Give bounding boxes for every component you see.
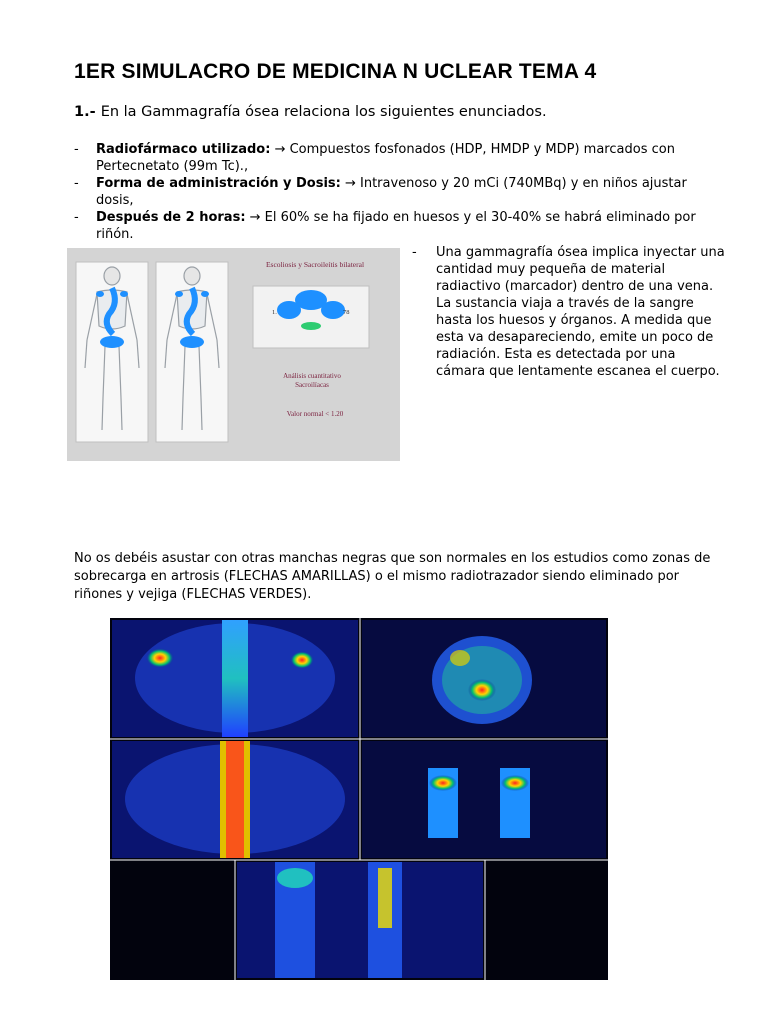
list-bullet: - xyxy=(74,176,79,191)
figure-heading: Escoliosis y Sacroileítis bilateral xyxy=(265,260,365,269)
page-title: 1ER SIMULACRO DE MEDICINA N UCLEAR TEMA 4 xyxy=(74,60,597,83)
item-label: Forma de administración y Dosis: xyxy=(96,176,341,191)
analysis-title: Análisis cuantitativo xyxy=(283,372,341,380)
question-heading xyxy=(74,104,714,120)
item-text: → Intravenoso y 20 mCi (740MBq) y en niños ajustar dosis, xyxy=(96,176,687,208)
item-text: → Compuestos fosfonados (HDP, HMDP y MDP) marcados con Pertecnetato (99m Tc)., xyxy=(96,142,675,174)
right-ratio: 78 xyxy=(343,309,350,316)
list-bullet: - xyxy=(74,142,79,157)
list-item xyxy=(74,141,714,175)
item-label: Radiofármaco utilizado: xyxy=(96,142,271,157)
item-text: → El 60% se ha fijado en huesos y el 30-40% se habrá eliminado por riñón. xyxy=(96,210,696,242)
bone-scan-image xyxy=(67,248,400,461)
panel-thorax xyxy=(112,620,358,737)
bladder-uptake xyxy=(301,322,321,330)
panel-lumbar xyxy=(112,741,358,858)
normal-value: Valor normal < 1.20 xyxy=(286,410,344,418)
panel-legs xyxy=(237,862,483,978)
scintigraphy-image xyxy=(110,618,608,980)
panel-head xyxy=(362,620,606,737)
side-note-text: Una gammagrafía ósea implica inyectar una cantidad muy pequeña de material radiactivo (marcador) dentro de una vena. La sustancia viaja a través de la sangre hasta los huesos y órganos. A medida que esta va desapareciendo, emite un poco de radiación. Esta es detectada por una cámara que lentamente escanea el cuerpo. xyxy=(436,245,725,379)
question-text: En la Gammagrafía ósea relaciona los siguientes enunciados. xyxy=(100,104,547,120)
analysis-subtitle: Sacroilíacas xyxy=(295,381,329,389)
color-scintigraphy-figure xyxy=(110,618,608,980)
statements-list xyxy=(74,141,714,243)
question-number: 1.- xyxy=(74,104,96,120)
panel-knees xyxy=(362,741,606,858)
side-note xyxy=(412,244,726,380)
item-label: Después de 2 horas: xyxy=(96,210,246,225)
pelvis-uptake xyxy=(100,336,124,348)
list-bullet: - xyxy=(74,210,79,225)
bone-scan-figure xyxy=(67,248,400,461)
list-bullet: - xyxy=(412,245,417,260)
list-item xyxy=(74,209,714,243)
list-item xyxy=(74,175,714,209)
left-ratio: 1. xyxy=(272,309,277,316)
explanation-paragraph: No os debéis asustar con otras manchas negras que son normales en los estudios como zonas de sobrecarga en artrosis (FLECHAS AMARILLAS) o el mismo radiotrazador siendo eliminado por riñones y vejiga (FLECHAS VERDES). xyxy=(74,551,711,602)
